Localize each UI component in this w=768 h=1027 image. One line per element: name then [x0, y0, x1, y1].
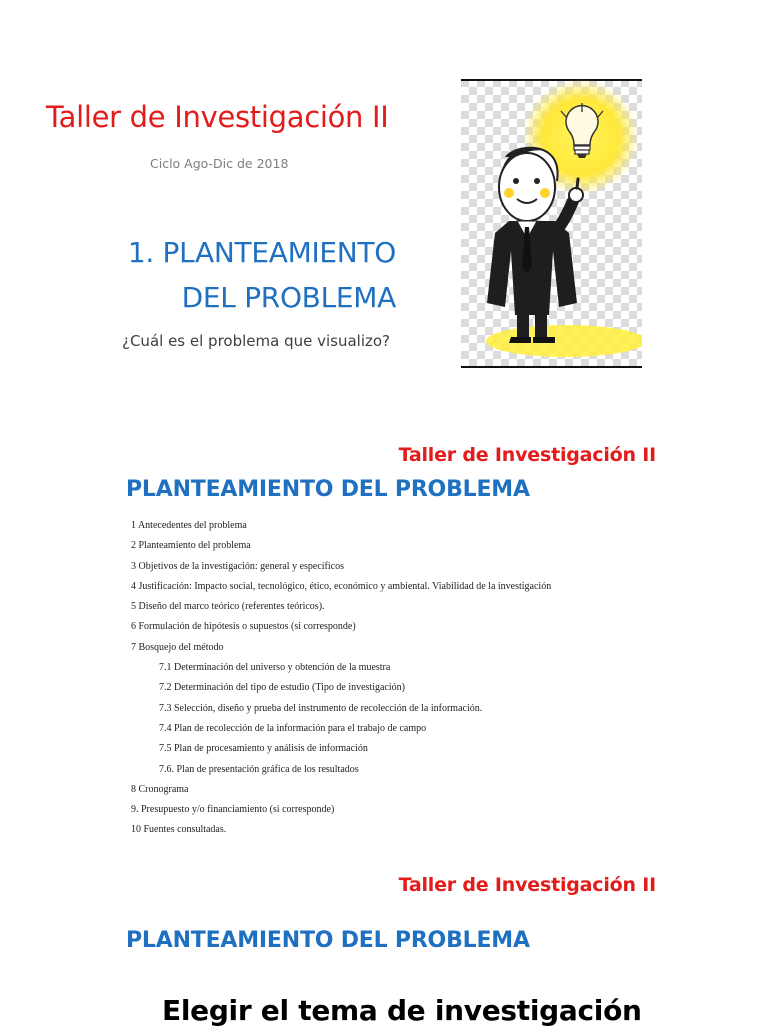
list-item: 3 Objetivos de la investigación: general y específicos — [131, 560, 344, 572]
section-heading-line-2: DEL PROBLEMA — [181, 281, 396, 314]
list-subitem: 7.3 Selección, diseño y prueba del instrumento de recolección de la información. — [159, 702, 483, 714]
cycle-label: Ciclo Ago-Dic de 2018 — [150, 156, 289, 171]
list-item: 2 Planteamiento del problema — [131, 540, 251, 552]
list-item: 6 Formulación de hipótesis o supuestos (si corresponde) — [131, 621, 356, 633]
list-item: 10 Fuentes consultadas. — [131, 824, 227, 836]
list-item: 9. Presupuesto y/o financiamiento (si corresponde) — [131, 804, 335, 816]
topic-heading: Elegir el tema de investigación — [162, 994, 642, 1027]
slide-header: Taller de Investigación II — [398, 874, 656, 896]
list-item: 1 Antecedentes del problema — [131, 520, 247, 531]
slide-title: Taller de Investigación II — [46, 100, 389, 134]
thinking-man-lightbulb-icon — [461, 79, 642, 368]
slide-header: Taller de Investigación II — [398, 444, 656, 466]
outline-list — [131, 520, 551, 845]
guiding-question: ¿Cuál es el problema que visualizo? — [122, 332, 391, 350]
slide-3 — [0, 862, 768, 1027]
list-item: 8 Cronograma — [131, 783, 189, 795]
slide-1 — [0, 0, 768, 410]
list-item: 5 Diseño del marco teórico (referentes teóricos). — [131, 601, 325, 613]
slide-title: PLANTEAMIENTO DEL PROBLEMA — [126, 928, 530, 953]
list-subitem: 7.6. Plan de presentación gráfica de los resultados — [159, 763, 359, 775]
slide-title: PLANTEAMIENTO DEL PROBLEMA — [126, 477, 530, 502]
list-item: 4 Justificación: Impacto social, tecnológico, ético, económico y ambiental. Viabilidad de la investigación — [131, 580, 552, 592]
slide-2 — [0, 420, 768, 850]
section-heading — [128, 230, 396, 320]
list-subitem: 7.1 Determinación del universo y obtención de la muestra — [159, 662, 391, 674]
list-subitem: 7.5 Plan de procesamiento y análisis de información — [159, 743, 368, 755]
section-heading-line-1: 1. PLANTEAMIENTO — [127, 236, 396, 269]
list-subitem: 7.2 Determinación del tipo de estudio (Tipo de investigación) — [159, 682, 405, 694]
list-subitem: 7.4 Plan de recolección de la información para el trabajo de campo — [159, 722, 427, 734]
list-item: 7 Bosquejo del método — [131, 641, 224, 653]
